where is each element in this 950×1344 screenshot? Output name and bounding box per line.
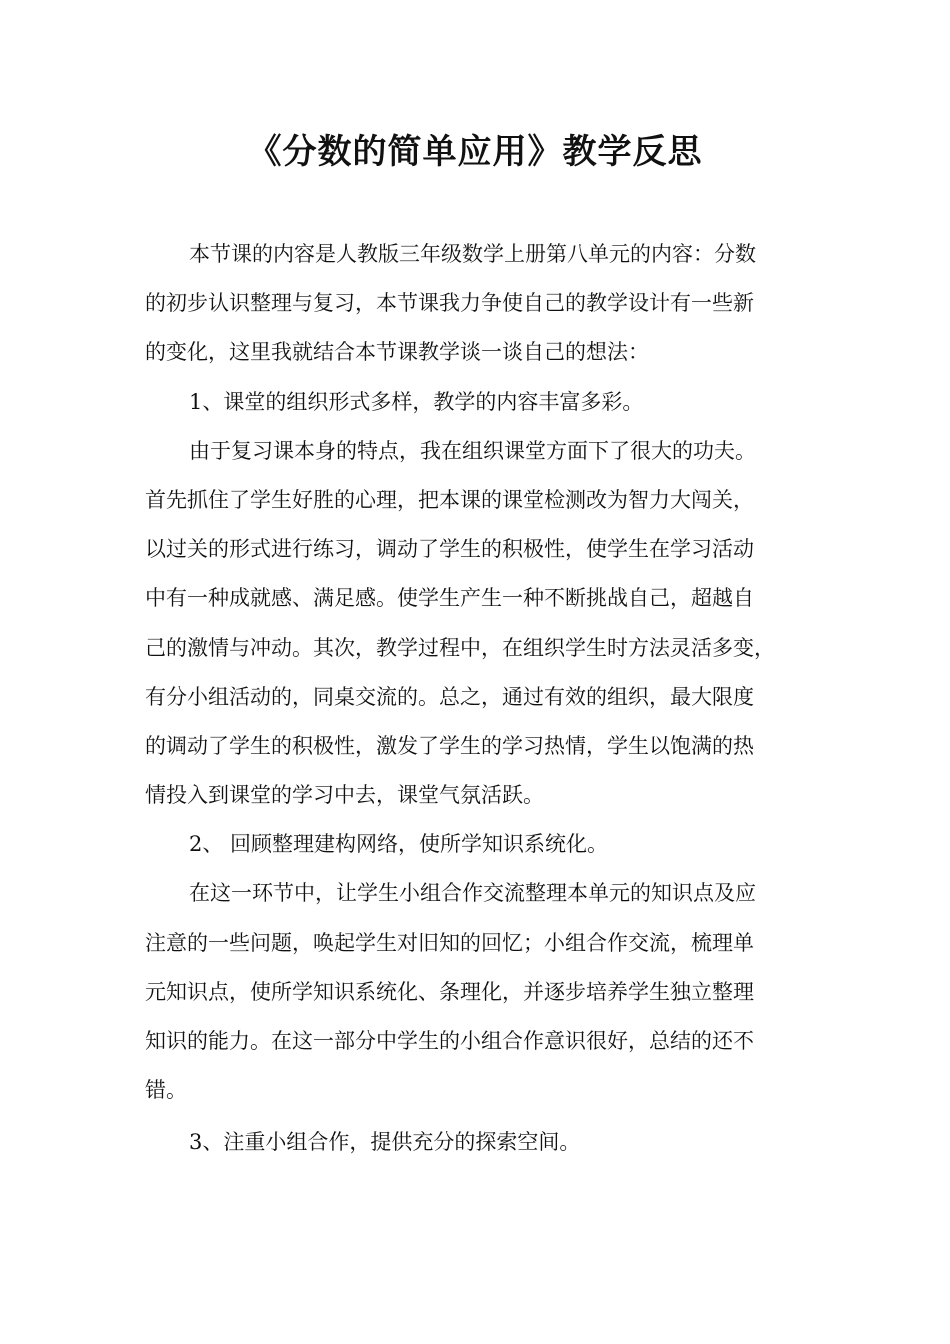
text-line: 元知识点，使所学知识系统化、条理化，并逐步培养学生独立整理 bbox=[145, 979, 754, 1004]
document-body bbox=[145, 230, 817, 1168]
section-heading-1: 1、课堂的组织形式多样，教学的内容丰富多彩。 bbox=[189, 389, 644, 414]
text-line: 有分小组活动的，同桌交流的。总之，通过有效的组织，最大限度 bbox=[145, 684, 754, 709]
section-heading-3: 3、注重小组合作，提供充分的探索空间。 bbox=[189, 1130, 581, 1155]
text-line: 己的激情与冲动。其次，教学过程中，在组织学生时方法灵活多变， bbox=[145, 635, 775, 660]
text-line: 知识的能力。在这一部分中学生的小组合作意识很好，总结的还不 bbox=[145, 1029, 754, 1053]
text-line: 本节课的内容是人教版三年级数学上册第八单元的内容：分数 bbox=[189, 242, 756, 266]
text-line: 的初步认识整理与复习，本节课我力争使自己的教学设计有一些新 bbox=[145, 291, 754, 316]
text-line: 错。 bbox=[145, 1078, 187, 1103]
document-title: 《分数的简单应用》教学反思 bbox=[247, 132, 703, 172]
text-line: 的变化，这里我就结合本节课教学谈一谈自己的想法： bbox=[145, 340, 649, 365]
text-line: 首先抓住了学生好胜的心理，把本课的课堂检测改为智力大闯关， bbox=[145, 487, 754, 512]
text-line: 以过关的形式进行练习，调动了学生的积极性，使学生在学习活动 bbox=[145, 537, 754, 562]
text-line: 注意的一些问题，唤起学生对旧知的回忆；小组合作交流，梳理单 bbox=[145, 930, 754, 955]
text-line: 中有一种成就感、满足感。使学生产生一种不断挑战自己，超越自 bbox=[145, 586, 754, 611]
section-heading-2: 2、 回顾整理建构网络，使所学知识系统化。 bbox=[189, 832, 609, 857]
text-line: 由于复习课本身的特点，我在组织课堂方面下了很大的功夫。 bbox=[189, 438, 756, 463]
text-line: 情投入到课堂的学习中去，课堂气氛活跃。 bbox=[145, 783, 544, 808]
text-line: 的调动了学生的积极性，激发了学生的学习热情，学生以饱满的热 bbox=[145, 733, 754, 758]
text-line: 在这一环节中，让学生小组合作交流整理本单元的知识点及应 bbox=[189, 881, 756, 906]
